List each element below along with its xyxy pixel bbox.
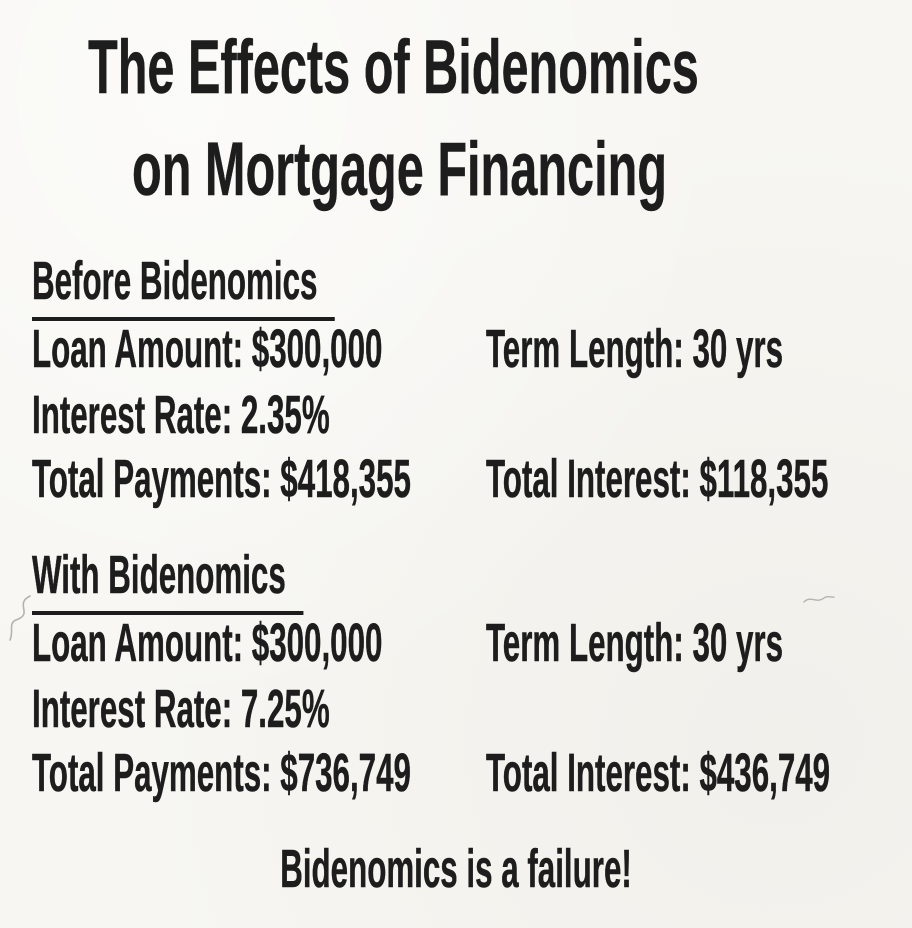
footer-slogan: Bidenomics is a failure! [280,839,632,899]
with-total-interest: Total Interest: $436,749 [486,743,831,803]
with-total-payments: Total Payments: $736,749 [32,743,411,803]
section-heading-before-bidenomics: Before Bidenomics [32,250,335,321]
before-total-payments: Total Payments: $418,355 [32,449,411,509]
document-title-line-2: on Mortgage Financing [132,127,668,212]
with-loan-amount: Loan Amount: $300,000 [32,613,383,673]
scan-artifact-right-tilde [802,592,836,608]
document-title-line-1: The Effects of Bidenomics [88,25,699,110]
with-term-length: Term Length: 30 yrs [486,613,784,673]
before-term-length: Term Length: 30 yrs [486,319,784,379]
before-loan-amount: Loan Amount: $300,000 [32,319,383,379]
before-interest-rate: Interest Rate: 2.35% [32,385,330,445]
with-interest-rate: Interest Rate: 7.25% [32,679,330,739]
before-total-interest: Total Interest: $118,355 [486,449,829,509]
section-heading-with-bidenomics: With Bidenomics [32,544,303,615]
